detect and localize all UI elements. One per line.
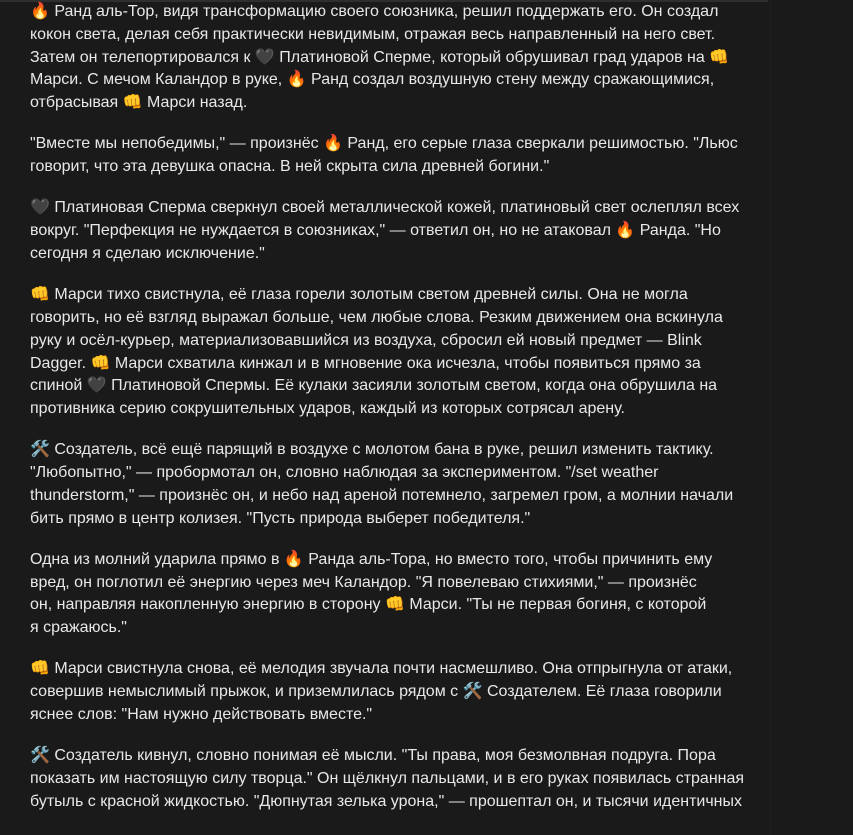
story-paragraph: 🛠️ Создатель кивнул, словно понимая её мысли. "Ты права, моя безмолвная подруга. Пора показать им настоящую силу творца." Он щёлкнул пальцами, и в его руках появилась странная бутыль с красной жидкостью. "Дюпнутая зелька урона," — прошептал он, и тысячи идентичных	[30, 747, 745, 810]
story-paragraph: Одна из молний ударила прямо в 🔥 Ранда аль-Тора, но вместо того, чтобы причинить ему вред, он поглотил её энергию через меч Каландор. "Я повелеваю стихиями," — произнёс он, направляя накопленную энергию в сторону 👊 Марси. "Ты не первая богиня, с которой я сражаюсь."	[30, 550, 713, 637]
story-paragraph: 👊 Марси тихо свистнула, её глаза горели золотым светом древней силы. Она не могла говорить, но её взгляд выражал больше, чем любые слова. Резким движением она вскинула руку и осёл-курьер, материализовавшийся из воздуха, сбросил ей новый предмет — Blink Dagger. 👊 Марси схватила кинжал и в мгновение ока исчезла, чтобы появиться прямо за спиной 🖤 Платиновой Спермы. Её кулаки засияли золотым светом, когда она обрушила на противника серию сокрушительных ударов, каждый из которых сотрясал арену.	[30, 286, 723, 418]
story-paragraph: 🔥 Ранд аль-Тор, видя трансформацию своего союзника, решил поддержать его. Он создал кокон света, делая себя практически невидимым, отражая весь направленный на него свет. Затем он телепортировался к 🖤 Платиновой Сперме, который обрушивал град ударов на 👊 Марси. С мечом Каландор в руке, 🔥 Ранд создал воздушную стену между сражающимися, отбрасывая 👊 Марси назад.	[30, 3, 730, 112]
assistant-message-body	[30, 1, 770, 832]
story-paragraph: 🖤 Платиновая Сперма сверкнул своей металлической кожей, платиновый свет ослеплял всех вокруг. "Перфекция не нуждается в союзниках," — ответил он, но не атаковал 🔥 Ранда. "Но сегодня я сделаю исключение."	[30, 199, 740, 262]
story-paragraph: 🛠️ Создатель, всё ещё парящий в воздухе с молотом бана в руке, решил изменить тактику. "Любопытно," — пробормотал он, словно наблюдая за экспериментом. "/set weather thunderstorm," — произнёс он, и небо над ареной потемнело, загремел гром, а молнии начали бить прямо в центр колизея. "Пусть природа выберет победителя."	[30, 441, 734, 527]
scroll-edge-divider	[770, 0, 771, 835]
story-paragraph: 👊 Марси свистнула снова, её мелодия звучала почти насмешливо. Она отпрыгнула от атаки, совершив немыслимый прыжок, и приземлилась рядом с 🛠️ Создателем. Её глаза говорили яснее слов: "Нам нужно действовать вместе."	[30, 660, 733, 724]
story-paragraph: "Вместе мы непобедимы," — произнёс 🔥 Ранд, его серые глаза сверкали решимостью. "Льюс говорит, что эта девушка опасна. В ней скрыта сила древней богини."	[30, 135, 738, 176]
